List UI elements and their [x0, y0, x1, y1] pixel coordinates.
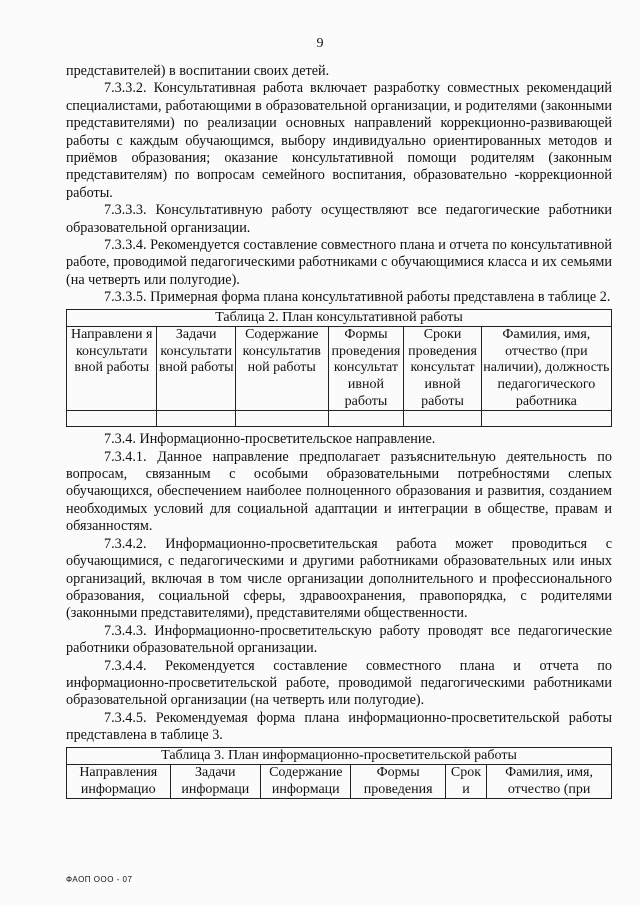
table-header-cell: Содержание консультатив ной работы [235, 327, 328, 411]
table-header-cell: Направлени я консультати вной работы [67, 327, 157, 411]
table-header-cell: Содержание информаци [261, 765, 351, 799]
table-cell [67, 411, 157, 427]
table-3-header-row [67, 765, 612, 799]
table-2 [66, 309, 612, 428]
table-row [67, 411, 612, 427]
paragraph: 7.3.3.2. Консультативная работа включает разработку совместных рекомендаций специалистами, работающими в образовательной организации, и родителями (законными представителями) по реализации основных направлений коррекционно-развивающей работы с каждым обучающимся, выбору индивидуально ориентированных методов и приёмов образования; оказание консультативной помощи родителям (законным представителям) по вопросам семейного воспитания, образовательно -коррекционной работы. [66, 80, 612, 201]
table-cell [235, 411, 328, 427]
table-2-caption: Таблица 2. План консультативной работы [67, 309, 612, 327]
paragraph: 7.3.4.3. Информационно-просветительскую работу проводят все педагогические работники образовательной организации. [66, 622, 612, 657]
table-header-cell: Задачи информаци [170, 765, 260, 799]
document-body [66, 63, 612, 799]
table-cell [328, 411, 404, 427]
paragraph: 7.3.4.4. Рекомендуется составление совместного плана и отчета по информационно-просветительской работе, проводимой педагогическими работниками образовательной организации (на четверть или полугодие). [66, 657, 612, 709]
table-header-cell: Задачи консультати вной работы [157, 327, 235, 411]
table-header-cell: Срок и [445, 765, 486, 799]
paragraph: 7.3.4.5. Рекомендуемая форма плана информационно-просветительской работы представлена в таблице 3. [66, 709, 612, 744]
table-header-cell: Направления информацио [67, 765, 171, 799]
table-cell [157, 411, 235, 427]
table-3 [66, 747, 612, 800]
section-heading: 7.3.4. Информационно-просветительское направление. [104, 431, 436, 448]
paragraph: представителей) в воспитании своих детей. [66, 63, 330, 79]
table-header-cell: Фамилия, имя, отчество (при наличии), должность педагогического работника [481, 327, 611, 411]
paragraph: 7.3.4.1. Данное направление предполагает разъяснительную деятельность по вопросам, связанным с особыми образовательными потребностями слепых обучающихся, обеспечением наиболее полноценного образования и развития, созданием необходимых условий для социальной адаптации и интеграции в обществе, правам и обязанностям. [66, 448, 612, 535]
table-header-cell: Сроки проведения консультат ивной работы [404, 327, 481, 411]
table-cell [481, 411, 611, 427]
table-header-cell: Фамилия, имя, отчество (при [487, 765, 612, 799]
table-2-header-row [67, 327, 612, 411]
table-header-cell: Формы проведения консультат ивной работы [328, 327, 404, 411]
table-3-caption: Таблица 3. План информационно-просветительской работы [67, 747, 612, 765]
paragraph: 7.3.3.3. Консультативную работу осуществляют все педагогические работники образовательной организации. [66, 202, 612, 236]
paragraph: 7.3.4.2. Информационно-просветительская работа может проводиться с обучающимися, с педагогическими и другими работниками образовательных или иных организаций, включая в том числе организации дополнительного и профессионального образования, социальной сферы, здравоохранения, правопорядка, с родителями (законными представителями), представителями общественности. [66, 535, 612, 622]
paragraph: 7.3.3.4. Рекомендуется составление совместного плана и отчета по консультативной работе, проводимой педагогическими работниками с обучающимися класса и их семьями (на четверть или полугодие). [66, 237, 612, 288]
table-cell [404, 411, 481, 427]
table-header-cell: Формы проведения [351, 765, 445, 799]
footer-code: ФАОП ООО - 07 [66, 875, 133, 884]
paragraph: 7.3.3.5. Примерная форма плана консультативной работы представлена в таблице 2. [104, 289, 611, 306]
page-number: 9 [316, 36, 324, 51]
